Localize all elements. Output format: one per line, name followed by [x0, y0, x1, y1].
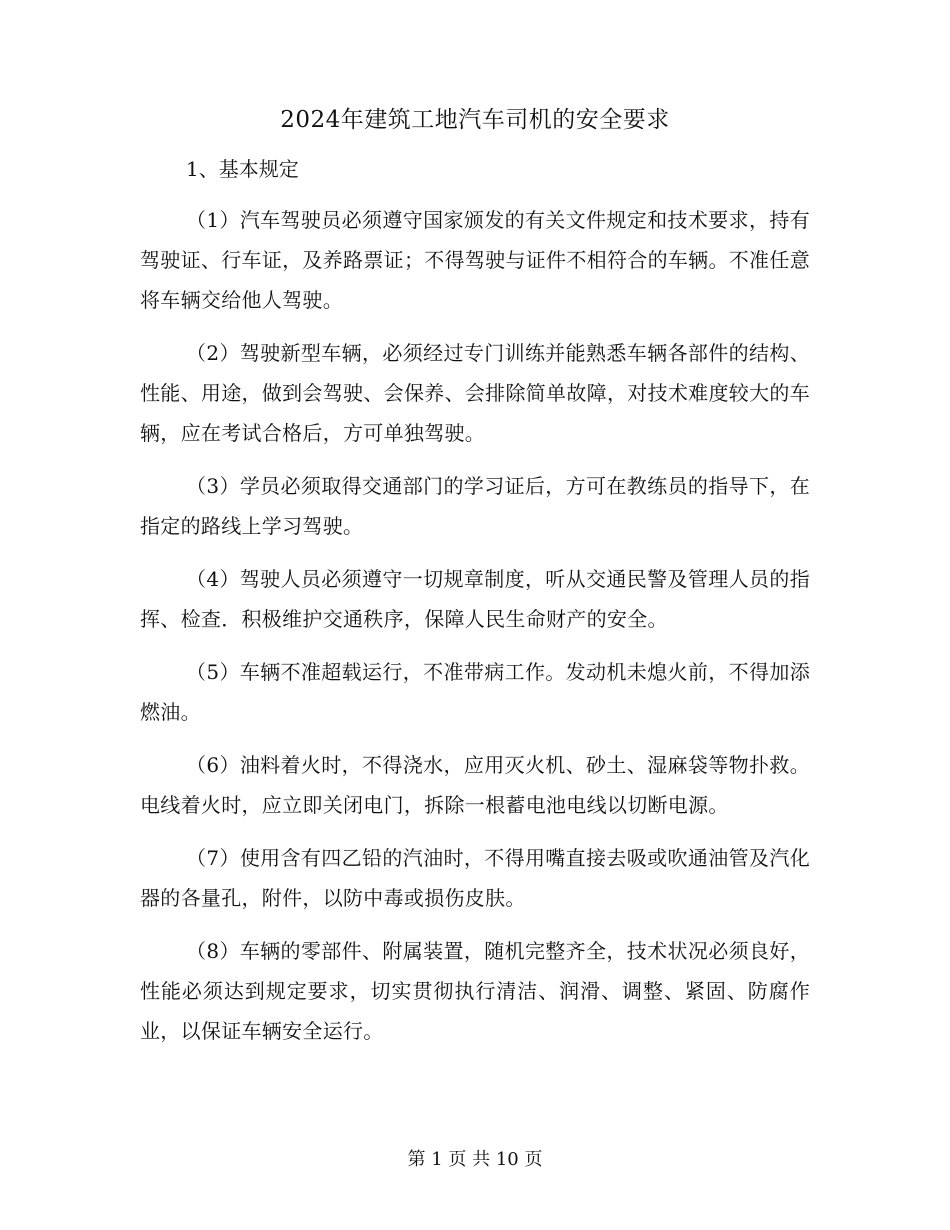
document-body [140, 152, 810, 1064]
paragraph-4: （4）驾驶人员必须遵守一切规章制度，听从交通民警及管理人员的指挥、检查．积极维护交通秩序，保障人民生命财产的安全。 [140, 567, 810, 631]
section-heading: 1、基本规定 [186, 157, 299, 181]
paragraph-6: （6）油料着火时，不得浇水，应用灭火机、砂土、湿麻袋等物扑救。电线着火时，应立即关闭电门，拆除一根蓄电池电线以切断电源。 [140, 753, 810, 817]
paragraph-5: （5）车辆不准超载运行，不准带病工作。发动机未熄火前，不得加添燃油。 [140, 660, 810, 724]
page-number-footer: 第 1 页 共 10 页 [407, 1149, 543, 1170]
paragraph-1: （1）汽车驾驶员必须遵守国家颁发的有关文件规定和技术要求，持有驾驶证、行车证，及养路票证；不得驾驶与证件不相符合的车辆。不准任意将车辆交给他人驾驶。 [140, 208, 810, 312]
paragraph-3: （3）学员必须取得交通部门的学习证后，方可在教练员的指导下，在指定的路线上学习驾驶。 [140, 474, 810, 538]
paragraph-8: （8）车辆的零部件、附属装置，随机完整齐全，技术状况必须良好，性能必须达到规定要求，切实贯彻执行清洁、润滑、调整、紧固、防腐作业，以保证车辆安全运行。 [140, 939, 810, 1043]
paragraph-2: （2）驾驶新型车辆，必须经过专门训练并能熟悉车辆各部件的结构、性能、用途，做到会驾驶、会保养、会排除简单故障，对技术难度较大的车辆，应在考试合格后，方可单独驾驶。 [140, 341, 810, 445]
paragraph-7: （7）使用含有四乙铅的汽油时，不得用嘴直接去吸或吹通油管及汽化器的各量孔，附件，以防中毒或损伤皮肤。 [140, 846, 810, 910]
document-title: 2024年建筑工地汽车司机的安全要求 [280, 107, 670, 133]
